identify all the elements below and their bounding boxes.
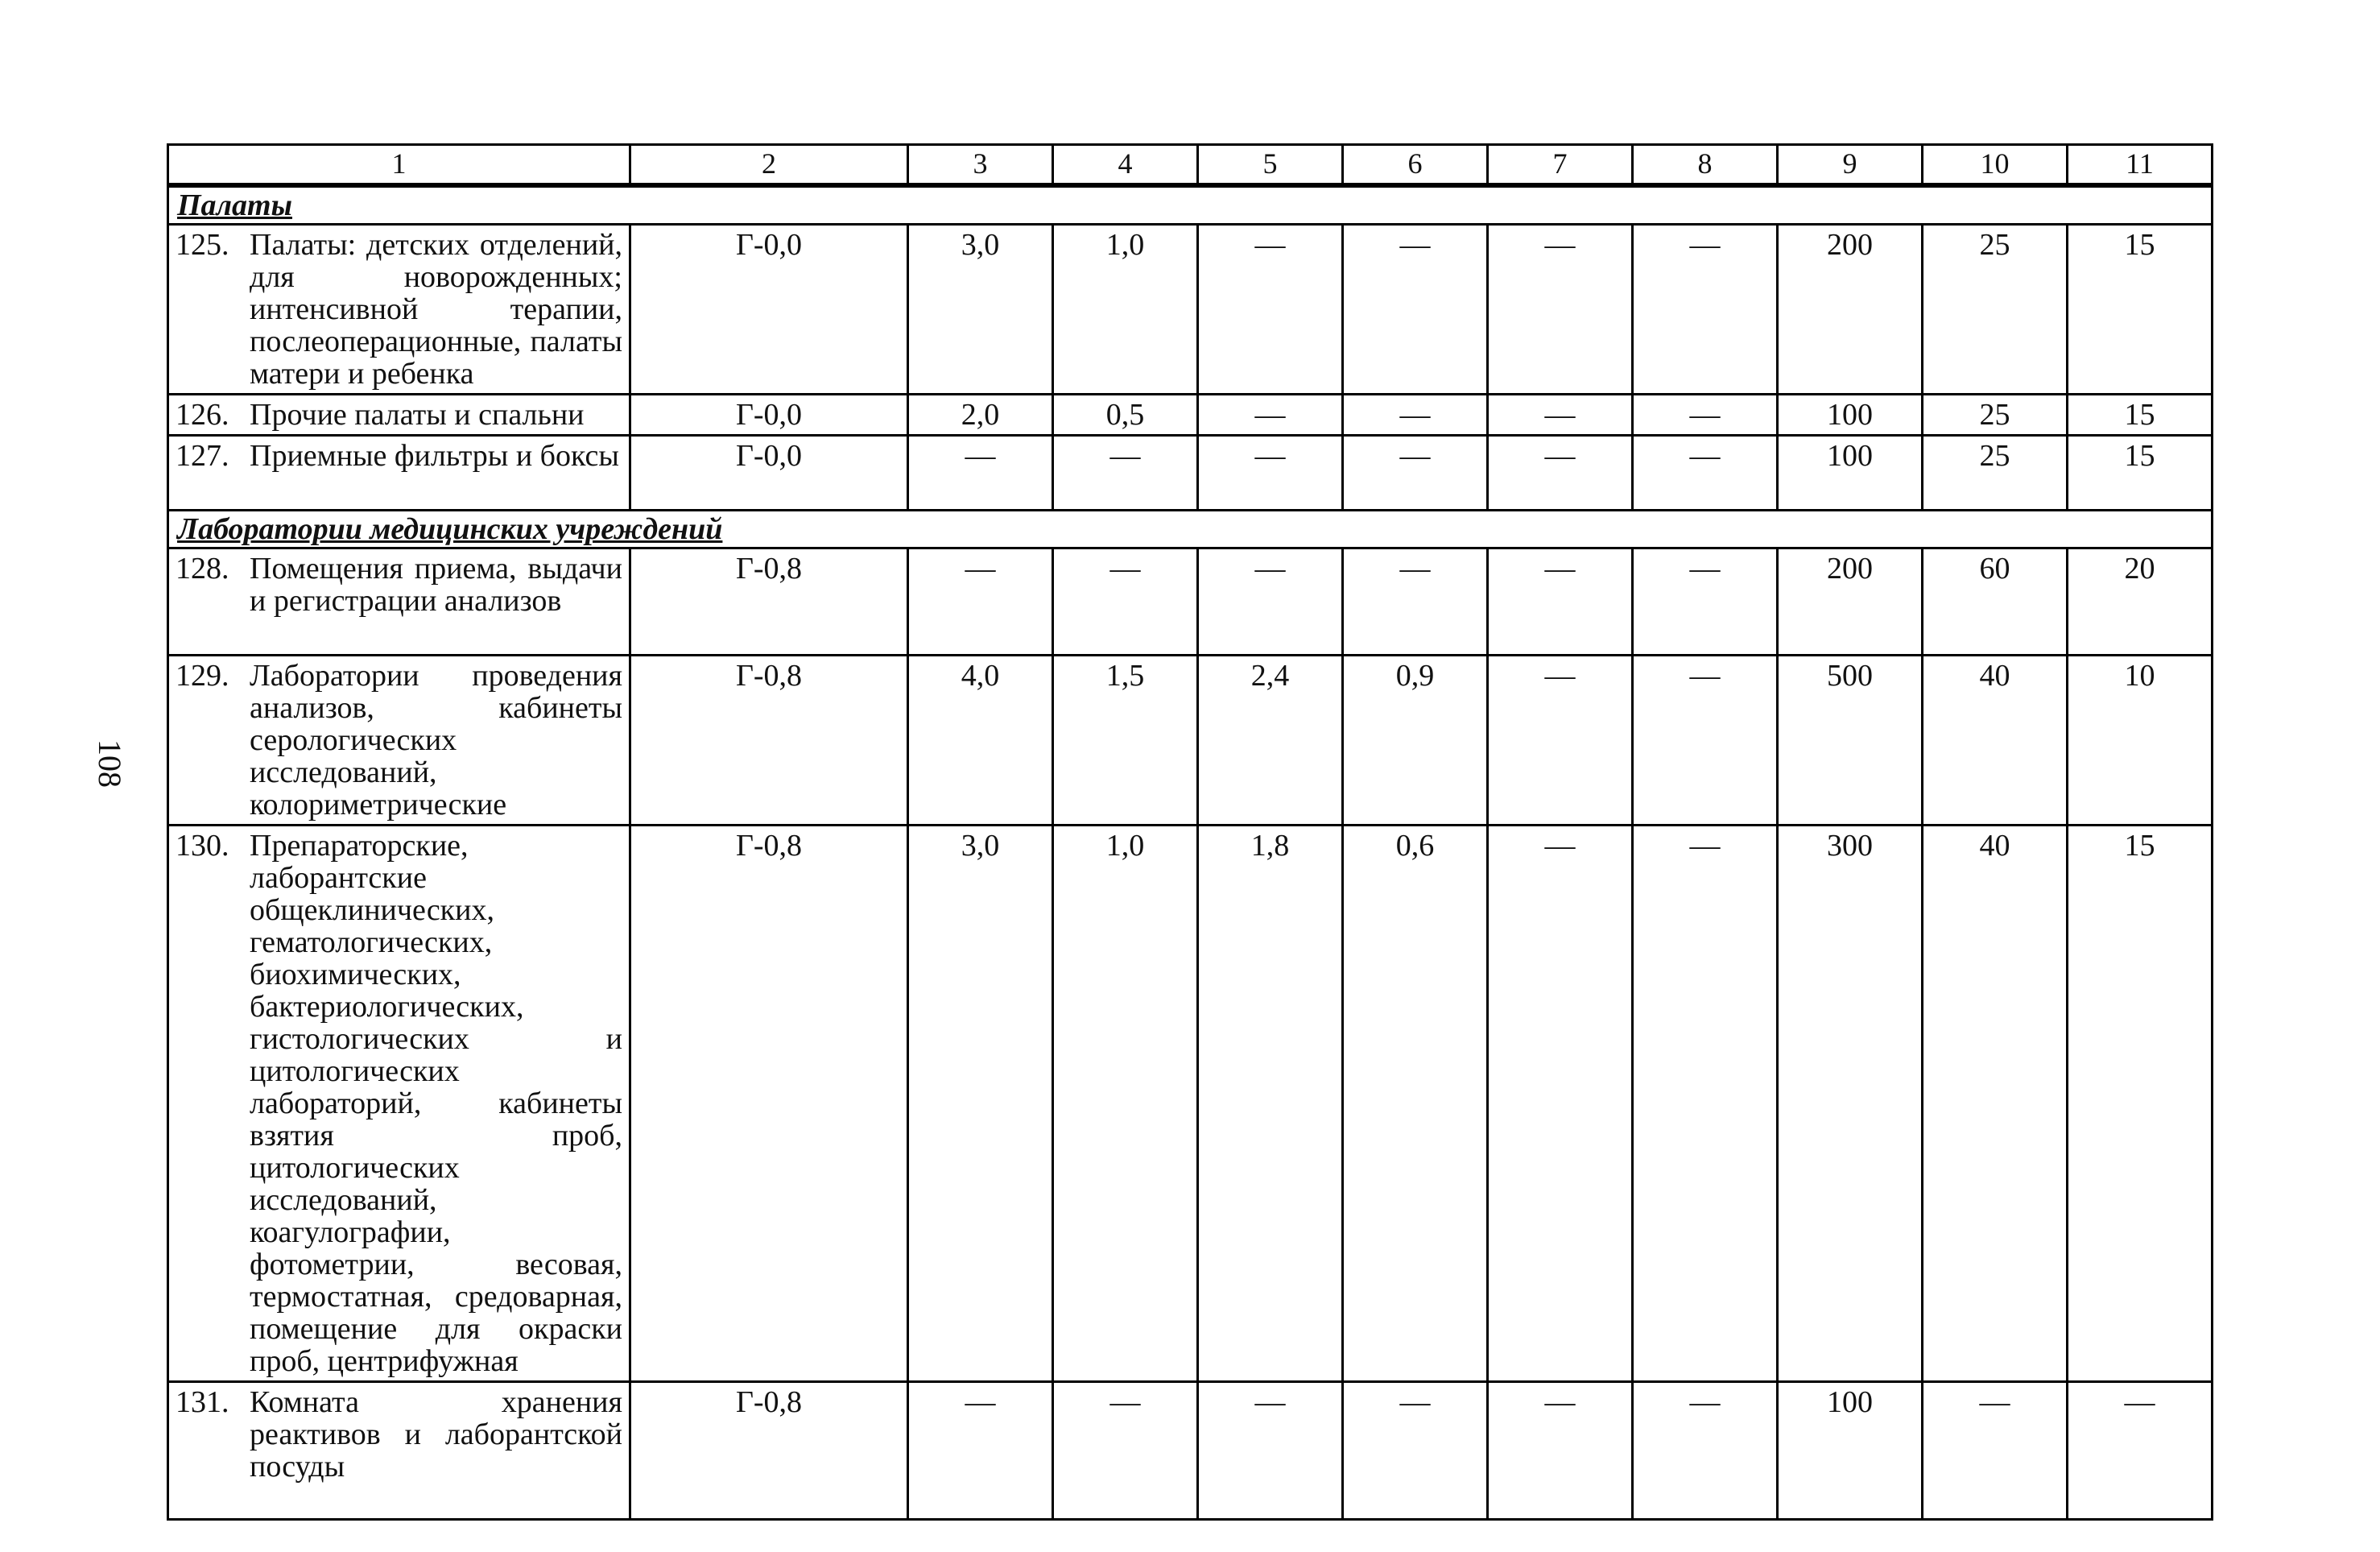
- section-title: Палаты: [168, 185, 2213, 225]
- row-number: 129.: [176, 659, 229, 693]
- table-cell: —: [1633, 225, 1778, 395]
- table-cell: 4,0: [908, 656, 1053, 826]
- table-cell: 15: [2068, 436, 2213, 511]
- table-cell: 2,4: [1198, 656, 1343, 826]
- table-cell: 0,5: [1053, 395, 1198, 436]
- table-cell: 15: [2068, 826, 2213, 1382]
- column-header: 4: [1053, 145, 1198, 186]
- table-cell: —: [908, 548, 1053, 656]
- table-cell: Г-0,0: [630, 225, 908, 395]
- section-title: Лаборатории медицинских учреждений: [168, 511, 2213, 548]
- table-cell: 2,0: [908, 395, 1053, 436]
- table-row: [168, 548, 2213, 656]
- table-cell: 300: [1778, 826, 1923, 1382]
- table-cell: —: [1633, 1382, 1778, 1520]
- column-header: 1: [168, 145, 630, 186]
- row-description: [168, 548, 630, 656]
- table-cell: 10: [2068, 656, 2213, 826]
- table-cell: 100: [1778, 436, 1923, 511]
- table-cell: —: [1343, 225, 1488, 395]
- section-row: [168, 185, 2213, 225]
- row-text: Лаборатории проведения анализов, кабинеты серологических исследований, колориметрические: [250, 659, 622, 822]
- column-header: 8: [1633, 145, 1778, 186]
- row-description: [168, 225, 630, 395]
- table-cell: —: [1053, 436, 1198, 511]
- table-cell: —: [1633, 436, 1778, 511]
- table-header-row: [168, 145, 2213, 186]
- table-row: [168, 395, 2213, 436]
- table-cell: —: [1198, 225, 1343, 395]
- table-cell: —: [1488, 656, 1633, 826]
- table-cell: 100: [1778, 1382, 1923, 1520]
- column-header: 2: [630, 145, 908, 186]
- column-header: 5: [1198, 145, 1343, 186]
- table-cell: 25: [1923, 436, 2068, 511]
- page-number: 108: [92, 739, 128, 788]
- table-cell: 25: [1923, 225, 2068, 395]
- table-cell: —: [1053, 1382, 1198, 1520]
- table-cell: 40: [1923, 656, 2068, 826]
- table-cell: 15: [2068, 225, 2213, 395]
- row-number: 126.: [176, 398, 229, 432]
- table-cell: 1,0: [1053, 225, 1198, 395]
- row-text: Препараторские, лаборантские общеклинических, гематологических, биохимических, бактериологических, гистологических и цитологических лабораторий, кабинеты взятия проб, цитологических исследований, коагулографии, фотометрии, весовая, термостатная, средоварная, помещение для окраски проб, центрифужная: [250, 829, 622, 1378]
- table-cell: —: [1923, 1382, 2068, 1520]
- table-cell: 1,0: [1053, 826, 1198, 1382]
- column-header: 6: [1343, 145, 1488, 186]
- table-cell: —: [1198, 436, 1343, 511]
- row-text: Приемные фильтры и боксы: [250, 439, 619, 473]
- column-header: 10: [1923, 145, 2068, 186]
- table-cell: —: [908, 1382, 1053, 1520]
- row-number: 125.: [176, 228, 229, 262]
- table-cell: —: [1633, 826, 1778, 1382]
- table-cell: 0,9: [1343, 656, 1488, 826]
- row-description: [168, 436, 630, 511]
- table-cell: —: [1343, 548, 1488, 656]
- column-header: 11: [2068, 145, 2213, 186]
- table-cell: 60: [1923, 548, 2068, 656]
- row-description: [168, 395, 630, 436]
- table-row: [168, 656, 2213, 826]
- row-number: 128.: [176, 552, 229, 586]
- table-row: [168, 826, 2213, 1382]
- row-number: 130.: [176, 829, 229, 863]
- table-cell: —: [1053, 548, 1198, 656]
- row-text: Палаты: детских отделений, для новорожденных; интенсивной терапии, послеоперационные, палаты матери и ребенка: [250, 228, 622, 391]
- table-cell: —: [1198, 548, 1343, 656]
- table-cell: 200: [1778, 225, 1923, 395]
- table-cell: 0,6: [1343, 826, 1488, 1382]
- table-cell: —: [1488, 826, 1633, 1382]
- table-cell: —: [1633, 656, 1778, 826]
- table-cell: Г-0,0: [630, 395, 908, 436]
- table-cell: 20: [2068, 548, 2213, 656]
- table-cell: 1,8: [1198, 826, 1343, 1382]
- table-cell: —: [1633, 395, 1778, 436]
- table-cell: —: [1488, 436, 1633, 511]
- table-cell: Г-0,8: [630, 826, 908, 1382]
- table-cell: 3,0: [908, 225, 1053, 395]
- row-number: 127.: [176, 439, 229, 473]
- table-cell: 200: [1778, 548, 1923, 656]
- section-row: [168, 511, 2213, 548]
- column-header: 7: [1488, 145, 1633, 186]
- row-description: [168, 656, 630, 826]
- table-cell: 500: [1778, 656, 1923, 826]
- table-cell: 1,5: [1053, 656, 1198, 826]
- table-cell: —: [1488, 225, 1633, 395]
- row-number: 131.: [176, 1385, 229, 1419]
- row-text: Прочие палаты и спальни: [250, 398, 585, 432]
- table-cell: Г-0,0: [630, 436, 908, 511]
- table-cell: —: [908, 436, 1053, 511]
- table-row: [168, 436, 2213, 511]
- table-cell: Г-0,8: [630, 1382, 908, 1520]
- table-cell: —: [2068, 1382, 2213, 1520]
- table-row: [168, 225, 2213, 395]
- table-cell: Г-0,8: [630, 548, 908, 656]
- norms-table: [167, 143, 2213, 1521]
- row-description: [168, 826, 630, 1382]
- column-header: 3: [908, 145, 1053, 186]
- table-cell: —: [1488, 1382, 1633, 1520]
- table-cell: —: [1343, 1382, 1488, 1520]
- table-cell: —: [1198, 1382, 1343, 1520]
- table-cell: 3,0: [908, 826, 1053, 1382]
- row-description: [168, 1382, 630, 1520]
- table-cell: —: [1198, 395, 1343, 436]
- table-cell: 25: [1923, 395, 2068, 436]
- row-text: Помещения приема, выдачи и регистрации анализов: [250, 552, 622, 618]
- row-text: Комната хранения реактивов и лаборантской посуды: [250, 1385, 622, 1484]
- table-cell: —: [1633, 548, 1778, 656]
- table-cell: —: [1488, 395, 1633, 436]
- table-cell: 40: [1923, 826, 2068, 1382]
- table-cell: 100: [1778, 395, 1923, 436]
- column-header: 9: [1778, 145, 1923, 186]
- table-row: [168, 1382, 2213, 1520]
- table-cell: 15: [2068, 395, 2213, 436]
- table-cell: —: [1343, 395, 1488, 436]
- table-cell: Г-0,8: [630, 656, 908, 826]
- table-cell: —: [1343, 436, 1488, 511]
- table-cell: —: [1488, 548, 1633, 656]
